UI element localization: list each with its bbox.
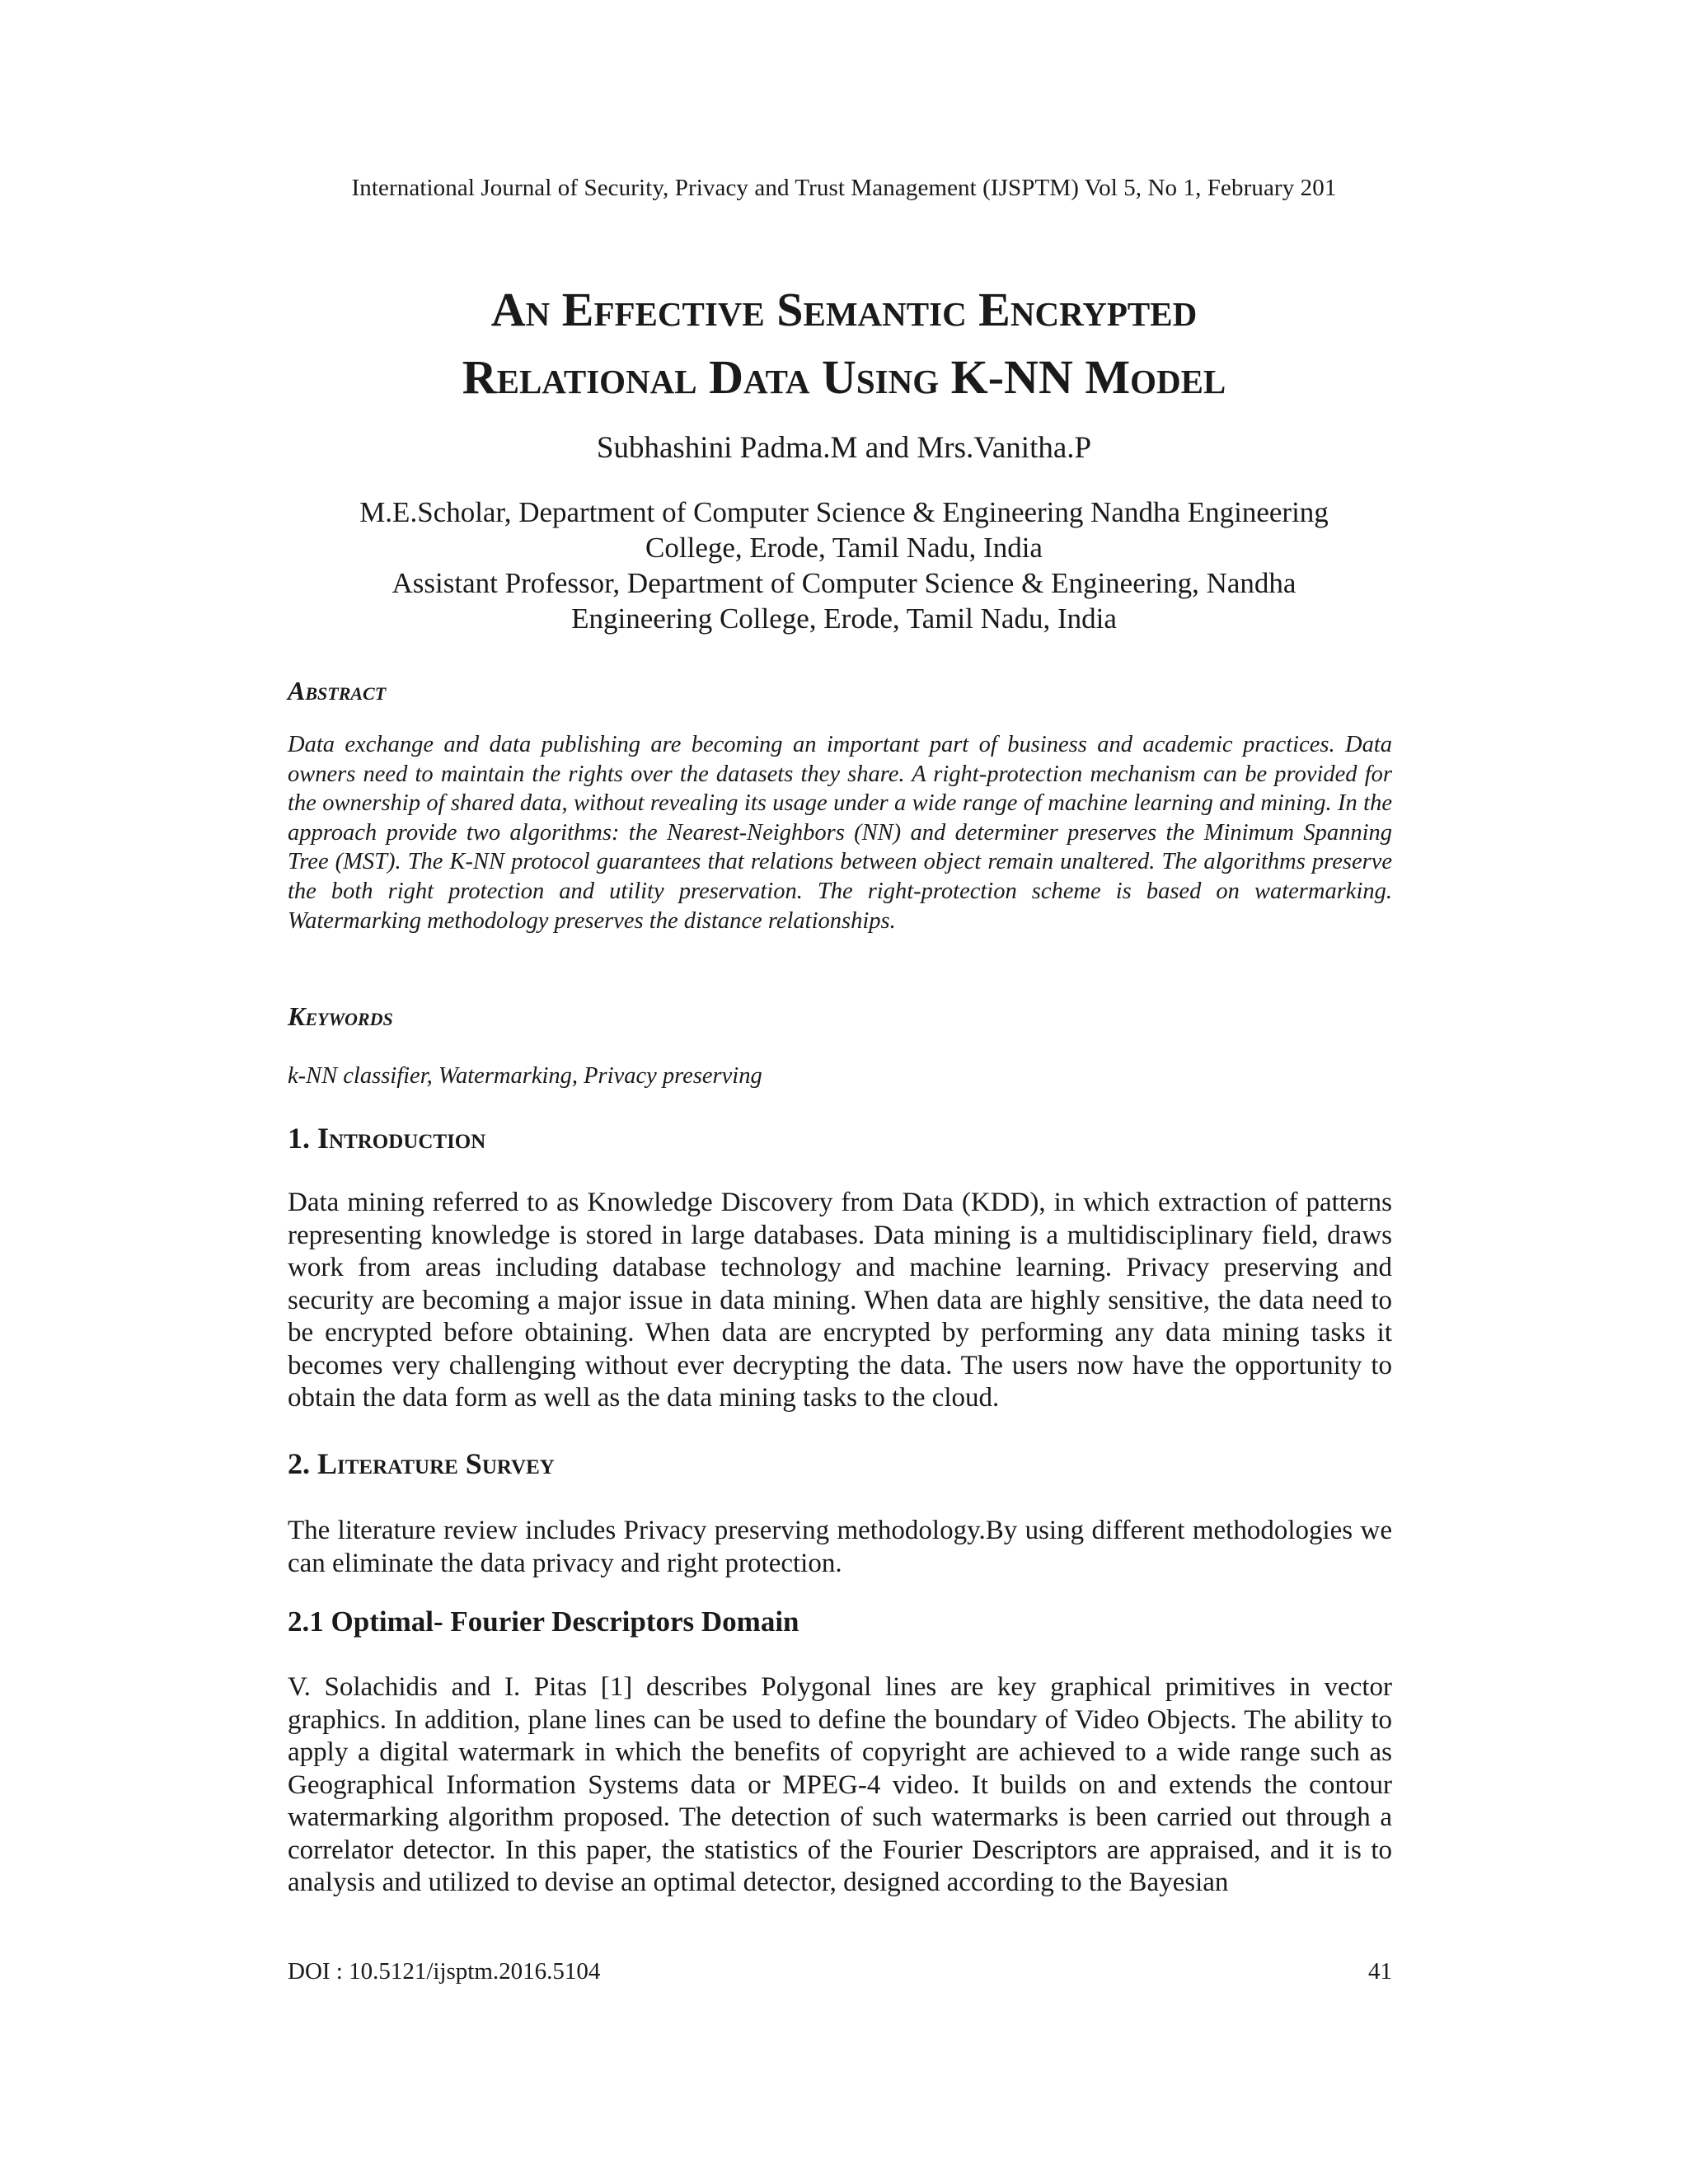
- fourier-descriptors-heading: 2.1 Optimal- Fourier Descriptors Domain: [288, 1605, 799, 1638]
- affiliation-line: Engineering College, Erode, Tamil Nadu, India: [571, 602, 1117, 635]
- paper-title: [0, 276, 1688, 411]
- introduction-heading: 1. Introduction: [288, 1122, 486, 1155]
- affiliation-line: Assistant Professor, Department of Computer Science & Engineering, Nandha: [392, 567, 1296, 599]
- title-line-2: Relational Data Using K-NN Model: [462, 350, 1226, 404]
- journal-header: International Journal of Security, Privacy and Trust Management (IJSPTM) Vol 5, No 1, February 201: [351, 175, 1337, 201]
- abstract-text: Data exchange and data publishing are becoming an important part of business and academic practices. Data owners need to maintain the rights over the datasets they share. A right-protection mechanism can be provided for the ownership of shared data, without revealing its usage under a wide range of machine learning and mining. In the approach provide two algorithms: the Nearest-Neighbors (NN) and determiner preserves the Minimum Spanning Tree (MST). The K-NN protocol guarantees that relations between object remain unaltered. The algorithms preserve the both right protection and utility preservation. The right-protection scheme is based on watermarking. Watermarking methodology preserves the distance relationships.: [288, 732, 1392, 934]
- doi-label: DOI : 10.5121/ijsptm.2016.5104: [288, 1958, 601, 1985]
- keywords-heading: Keywords: [288, 1001, 393, 1031]
- keywords-text: k-NN classifier, Watermarking, Privacy preserving: [288, 1063, 762, 1089]
- page-footer: [288, 1958, 1392, 1985]
- affiliation-line: M.E.Scholar, Department of Computer Science & Engineering Nandha Engineering: [359, 496, 1329, 528]
- fourier-descriptors-text: V. Solachidis and I. Pitas [1] describes Polygonal lines are key graphical primitives in vector graphics. In addition, plane lines can be used to define the boundary of Video Objects. The ability to apply a digital watermark in which the benefits of copyright are achieved to a wide range such as Geographical Information Systems data or MPEG-4 video. It builds on and extends the contour watermarking algorithm proposed. The detection of such watermarks is been carried out through a correlator detector. In this paper, the statistics of the Fourier Descriptors are appraised, and it is to analysis and utilized to devise an optimal detector, designed according to the Bayesian: [288, 1672, 1392, 1897]
- introduction-text: Data mining referred to as Knowledge Discovery from Data (KDD), in which extraction of patterns representing knowledge is stored in large databases. Data mining is a multidisciplinary field, draws work from areas including database technology and machine learning. Privacy preserving and security are becoming a major issue in data mining. When data are highly sensitive, the data need to be encrypted before obtaining. When data are encrypted by performing any data mining tasks it becomes very challenging without ever decrypting the data. The users now have the opportunity to obtain the data form as well as the data mining tasks to the cloud.: [288, 1188, 1392, 1413]
- title-line-1: An Effective Semantic Encrypted: [490, 283, 1198, 336]
- affiliation-line: College, Erode, Tamil Nadu, India: [645, 532, 1043, 564]
- authors: Subhashini Padma.M and Mrs.Vanitha.P: [596, 431, 1092, 465]
- affiliations: [0, 494, 1688, 636]
- literature-survey-text: The literature review includes Privacy preserving methodology.By using different methodologies we can eliminate the data privacy and right protection.: [288, 1516, 1392, 1578]
- abstract-heading: Abstract: [288, 676, 387, 705]
- literature-survey-heading: 2. Literature Survey: [288, 1447, 555, 1480]
- page-number: 41: [1368, 1958, 1392, 1985]
